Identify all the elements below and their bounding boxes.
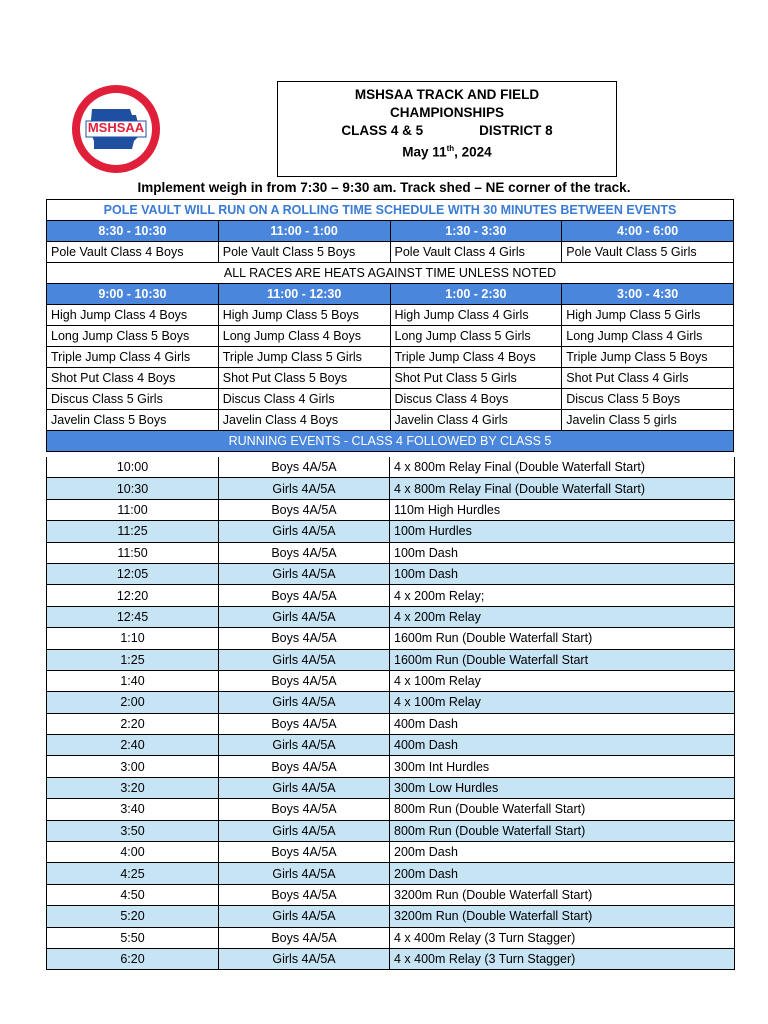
event-cell: Discus Class 5 Boys (562, 389, 734, 410)
field-event-row (47, 326, 734, 347)
event-name: 200m Dash (390, 863, 735, 884)
event-cell: Long Jump Class 5 Boys (47, 326, 219, 347)
event-name: 3200m Run (Double Waterfall Start) (390, 906, 735, 927)
event-group: Boys 4A/5A (219, 457, 390, 478)
event-cell: Shot Put Class 4 Boys (47, 368, 219, 389)
event-name: 300m Low Hurdles (390, 777, 735, 798)
running-event-row (47, 499, 735, 520)
running-event-row (47, 585, 735, 606)
event-cell: Triple Jump Class 5 Girls (218, 347, 390, 368)
field-event-row (47, 347, 734, 368)
event-time: 12:20 (47, 585, 219, 606)
field-event-row (47, 410, 734, 431)
time-header: 1:30 - 3:30 (390, 221, 562, 242)
event-name: 4 x 100m Relay (390, 692, 735, 713)
event-cell: Long Jump Class 4 Girls (562, 326, 734, 347)
event-group: Boys 4A/5A (219, 499, 390, 520)
running-event-row (47, 927, 735, 948)
event-time: 5:20 (47, 906, 219, 927)
event-group: Boys 4A/5A (219, 842, 390, 863)
event-name: 200m Dash (390, 842, 735, 863)
time-header: 11:00 - 1:00 (218, 221, 390, 242)
event-cell: Long Jump Class 4 Boys (218, 326, 390, 347)
event-time: 11:00 (47, 499, 219, 520)
event-group: Boys 4A/5A (219, 756, 390, 777)
running-event-row (47, 799, 735, 820)
running-banner-row (47, 431, 734, 452)
title-box (277, 81, 617, 177)
event-date: May 11th, 2024 (402, 144, 492, 160)
event-name: 4 x 200m Relay; (390, 585, 735, 606)
running-event-row (47, 542, 735, 563)
running-event-row (47, 563, 735, 584)
running-event-row (47, 457, 735, 478)
pole-vault-banner: POLE VAULT WILL RUN ON A ROLLING TIME SCHEDULE WITH 30 MINUTES BETWEEN EVENTS (47, 200, 734, 221)
event-cell: Pole Vault Class 5 Girls (562, 242, 734, 263)
event-group: Boys 4A/5A (219, 585, 390, 606)
running-event-row (47, 820, 735, 841)
event-time: 10:00 (47, 457, 219, 478)
running-event-row (47, 670, 735, 691)
running-banner: RUNNING EVENTS - CLASS 4 FOLLOWED BY CLASS 5 (47, 431, 734, 452)
event-time: 1:40 (47, 670, 219, 691)
event-time: 2:00 (47, 692, 219, 713)
field-events-table (46, 199, 734, 452)
running-event-row (47, 649, 735, 670)
running-event-row (47, 713, 735, 734)
event-name: 3200m Run (Double Waterfall Start) (390, 884, 735, 905)
running-event-row (47, 692, 735, 713)
event-group: Girls 4A/5A (219, 692, 390, 713)
district-label: DISTRICT 8 (479, 123, 553, 138)
event-cell: Triple Jump Class 4 Girls (47, 347, 219, 368)
event-name: 400m Dash (390, 735, 735, 756)
time-header: 4:00 - 6:00 (562, 221, 734, 242)
event-name: 4 x 400m Relay (3 Turn Stagger) (390, 927, 735, 948)
class-label: CLASS 4 & 5 (341, 123, 424, 138)
races-note: ALL RACES ARE HEATS AGAINST TIME UNLESS NOTED (47, 263, 734, 284)
event-group: Girls 4A/5A (219, 863, 390, 884)
event-cell: Discus Class 5 Girls (47, 389, 219, 410)
event-group: Boys 4A/5A (219, 799, 390, 820)
event-name: 100m Hurdles (390, 521, 735, 542)
event-time: 3:20 (47, 777, 219, 798)
running-event-row (47, 884, 735, 905)
field-event-row (47, 368, 734, 389)
title-line-1: MSHSAA TRACK AND FIELD (354, 87, 540, 102)
running-event-row (47, 863, 735, 884)
event-time: 10:30 (47, 478, 219, 499)
event-time: 2:40 (47, 735, 219, 756)
event-time: 6:20 (47, 948, 219, 969)
event-group: Girls 4A/5A (219, 649, 390, 670)
running-event-row (47, 842, 735, 863)
time-header: 9:00 - 10:30 (47, 284, 219, 305)
event-name: 1600m Run (Double Waterfall Start (390, 649, 735, 670)
field-time-row (47, 284, 734, 305)
running-event-row (47, 756, 735, 777)
event-cell: High Jump Class 5 Boys (218, 305, 390, 326)
event-group: Girls 4A/5A (219, 606, 390, 627)
event-cell: High Jump Class 5 Girls (562, 305, 734, 326)
event-cell: Long Jump Class 5 Girls (390, 326, 562, 347)
event-name: 100m Dash (390, 563, 735, 584)
pole-vault-event-row (47, 242, 734, 263)
mshsaa-logo (70, 83, 162, 175)
event-cell: Pole Vault Class 4 Boys (47, 242, 219, 263)
event-cell: Javelin Class 5 Boys (47, 410, 219, 431)
event-time: 4:25 (47, 863, 219, 884)
running-event-row (47, 521, 735, 542)
running-event-row (47, 478, 735, 499)
event-time: 4:00 (47, 842, 219, 863)
time-header: 11:00 - 12:30 (218, 284, 390, 305)
event-time: 3:50 (47, 820, 219, 841)
event-time: 11:50 (47, 542, 219, 563)
event-group: Girls 4A/5A (219, 906, 390, 927)
event-name: 400m Dash (390, 713, 735, 734)
event-time: 12:45 (47, 606, 219, 627)
event-cell: Discus Class 4 Girls (218, 389, 390, 410)
event-cell: Javelin Class 4 Boys (218, 410, 390, 431)
event-name: 4 x 400m Relay (3 Turn Stagger) (390, 948, 735, 969)
event-name: 800m Run (Double Waterfall Start) (390, 820, 735, 841)
event-group: Boys 4A/5A (219, 713, 390, 734)
time-header: 1:00 - 2:30 (390, 284, 562, 305)
running-event-row (47, 628, 735, 649)
event-cell: High Jump Class 4 Boys (47, 305, 219, 326)
event-group: Girls 4A/5A (219, 777, 390, 798)
event-group: Boys 4A/5A (219, 884, 390, 905)
weigh-in-note: Implement weigh in from 7:30 – 9:30 am. Track shed – NE corner of the track. (137, 180, 631, 195)
event-group: Boys 4A/5A (219, 628, 390, 649)
time-header: 3:00 - 4:30 (562, 284, 734, 305)
event-time: 1:25 (47, 649, 219, 670)
event-time: 1:10 (47, 628, 219, 649)
pole-vault-banner-row (47, 200, 734, 221)
event-group: Girls 4A/5A (219, 948, 390, 969)
event-name: 800m Run (Double Waterfall Start) (390, 799, 735, 820)
event-cell: Shot Put Class 5 Girls (390, 368, 562, 389)
event-time: 3:00 (47, 756, 219, 777)
event-cell: Javelin Class 4 Girls (390, 410, 562, 431)
event-time: 12:05 (47, 563, 219, 584)
title-line-2: CHAMPIONSHIPS (389, 105, 504, 120)
event-name: 1600m Run (Double Waterfall Start) (390, 628, 735, 649)
running-event-row (47, 606, 735, 627)
event-name: 110m High Hurdles (390, 499, 735, 520)
event-cell: Triple Jump Class 4 Boys (390, 347, 562, 368)
event-time: 2:20 (47, 713, 219, 734)
event-name: 4 x 800m Relay Final (Double Waterfall Start) (390, 457, 735, 478)
running-event-row (47, 906, 735, 927)
event-name: 4 x 800m Relay Final (Double Waterfall Start) (390, 478, 735, 499)
class-district-row (278, 122, 616, 140)
event-name: 300m Int Hurdles (390, 756, 735, 777)
field-event-row (47, 389, 734, 410)
running-events-table (46, 457, 735, 970)
event-group: Girls 4A/5A (219, 820, 390, 841)
event-group: Girls 4A/5A (219, 563, 390, 584)
event-cell: Shot Put Class 5 Boys (218, 368, 390, 389)
logo-text: MSHSAA (87, 120, 145, 135)
event-group: Boys 4A/5A (219, 670, 390, 691)
event-group: Girls 4A/5A (219, 521, 390, 542)
field-event-row (47, 305, 734, 326)
event-cell: Pole Vault Class 5 Boys (218, 242, 390, 263)
time-header: 8:30 - 10:30 (47, 221, 219, 242)
event-time: 4:50 (47, 884, 219, 905)
event-time: 11:25 (47, 521, 219, 542)
event-time: 3:40 (47, 799, 219, 820)
running-event-row (47, 777, 735, 798)
event-cell: Javelin Class 5 girls (562, 410, 734, 431)
event-group: Boys 4A/5A (219, 927, 390, 948)
running-event-row (47, 948, 735, 969)
event-cell: Shot Put Class 4 Girls (562, 368, 734, 389)
event-cell: High Jump Class 4 Girls (390, 305, 562, 326)
event-group: Boys 4A/5A (219, 542, 390, 563)
event-cell: Pole Vault Class 4 Girls (390, 242, 562, 263)
pole-vault-time-row (47, 221, 734, 242)
event-group: Girls 4A/5A (219, 735, 390, 756)
event-name: 4 x 100m Relay (390, 670, 735, 691)
event-group: Girls 4A/5A (219, 478, 390, 499)
running-event-row (47, 735, 735, 756)
races-note-row (47, 263, 734, 284)
event-cell: Discus Class 4 Boys (390, 389, 562, 410)
event-name: 4 x 200m Relay (390, 606, 735, 627)
event-cell: Triple Jump Class 5 Boys (562, 347, 734, 368)
event-name: 100m Dash (390, 542, 735, 563)
event-time: 5:50 (47, 927, 219, 948)
